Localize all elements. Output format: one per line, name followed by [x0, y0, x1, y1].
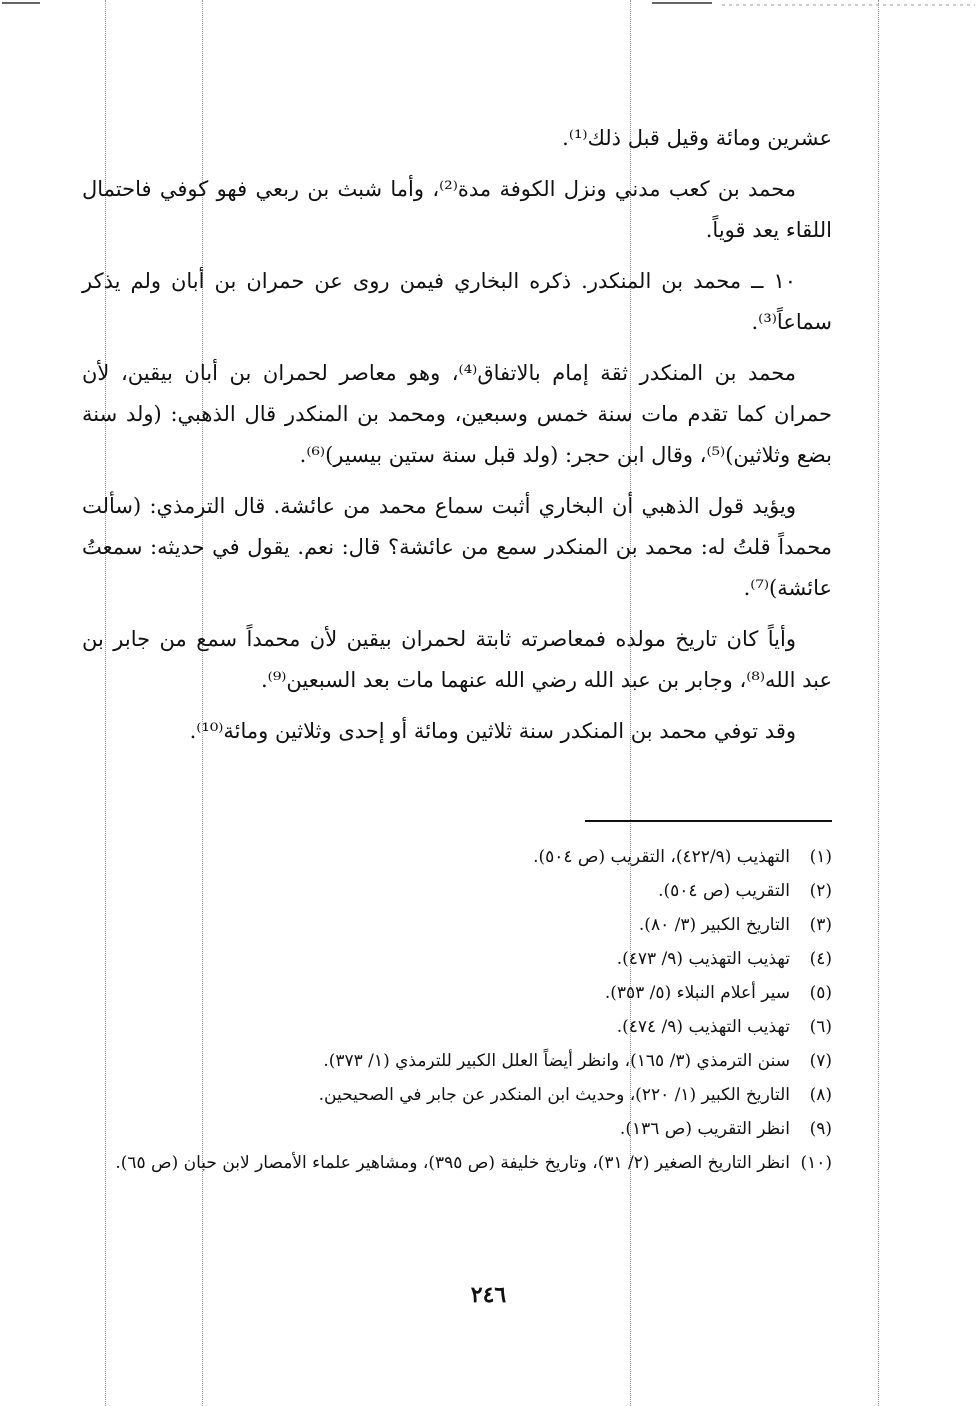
scan-guide-line — [878, 0, 879, 1406]
footnote-number: (٢) — [809, 881, 832, 901]
footnote — [82, 1146, 832, 1180]
footnote — [82, 908, 832, 942]
footnote — [82, 976, 832, 1010]
footnote-text: تهذيب التهذيب (٩/ ٤٧٤). — [616, 1017, 790, 1037]
footnote-number: (٤) — [809, 949, 832, 969]
paragraph: وقد توفي محمد بن المنكدر سنة ثلاثين ومائة أو إحدى وثلاثين ومائة⁽¹⁰⁾. — [189, 719, 796, 743]
scan-edge-marks — [0, 0, 977, 12]
footnote — [82, 840, 832, 874]
paragraph: ١٠ ــ محمد بن المنكدر. ذكره البخاري فيمن روى عن حمران بن أبان ولم يذكر سماعاً⁽³⁾. — [82, 269, 832, 334]
paragraph: ويؤيد قول الذهبي أن البخاري أثبت سماع محمد من عائشة. قال الترمذي: (سألت محمداً قلتُ له: محمد بن المنكدر سمع من عائشة؟ قال: نعم. يقول في حديثه: سمعتُ عائشة)⁽⁷⁾. — [82, 494, 832, 600]
footnote-separator — [585, 820, 832, 822]
footnote-text: التقريب (ص ٥٠٤). — [658, 881, 790, 901]
footnote-number: (٣) — [809, 915, 832, 935]
main-text — [82, 118, 832, 762]
footnote-text: سير أعلام النبلاء (٥/ ٣٥٣). — [604, 983, 790, 1003]
footnote-text: انظر التاريخ الصغير (٢/ ٣١)، وتاريخ خليفة (ص ٣٩٥)، ومشاهير علماء الأمصار لابن حبان (ص ٦٥). — [115, 1153, 790, 1173]
footnote-text: انظر التقريب (ص ١٣٦). — [619, 1119, 790, 1139]
paragraph: وأياً كان تاريخ مولده فمعاصرته ثابتة لحمران بيقين لأن محمداً سمع من جابر بن عبد الله⁽⁸⁾، وجابر بن عبد الله رضي الله عنهما مات بعد السبعين⁽⁹⁾. — [82, 627, 832, 692]
footnote-number: (٧) — [809, 1051, 832, 1071]
footnote-text: تهذيب التهذيب (٩/ ٤٧٣). — [616, 949, 790, 969]
footnote — [82, 874, 832, 908]
footnote-number: (٩) — [809, 1119, 832, 1139]
footnote-number: (٦) — [809, 1017, 832, 1037]
footnote — [82, 1010, 832, 1044]
footnote-number: (٥) — [809, 983, 832, 1003]
paragraph: محمد بن المنكدر ثقة إمام بالاتفاق⁽⁴⁾، وهو معاصر لحمران بن أبان بيقين، لأن حمران كما تقدم مات سنة خمس وسبعين، ومحمد بن المنكدر قال الذهبي: (ولد سنة بضع وثلاثين)⁽⁵⁾، وقال ابن حجر: (ولد قبل سنة ستين بيسير)⁽⁶⁾. — [82, 361, 832, 467]
footnote — [82, 942, 832, 976]
footnote — [82, 1044, 832, 1078]
page-number: ٢٤٦ — [470, 1282, 507, 1308]
footnotes — [82, 840, 832, 1180]
footnote-text: التاريخ الكبير (١/ ٢٢٠)، وحديث ابن المنكدر عن جابر في الصحيحين. — [318, 1085, 790, 1105]
footnote-text: التاريخ الكبير (٣/ ٨٠). — [638, 915, 790, 935]
footnote — [82, 1078, 832, 1112]
footnote-text: سنن الترمذي (٣/ ١٦٥)، وانظر أيضاً العلل الكبير للترمذي (١/ ٣٧٣). — [323, 1051, 790, 1071]
footnote-text: التهذيب (٤٢٢/٩)، التقريب (ص ٥٠٤). — [533, 847, 790, 867]
paragraph: محمد بن كعب مدني ونزل الكوفة مدة⁽²⁾، وأما شبث بن ربعي فهو كوفي فاحتمال اللقاء يعد قوياً. — [82, 177, 832, 242]
footnote — [82, 1112, 832, 1146]
paragraph: عشرين ومائة وقيل قبل ذلك⁽¹⁾. — [562, 126, 832, 150]
footnote-number: (٨) — [809, 1085, 832, 1105]
footnote-number: (١) — [809, 847, 832, 867]
footnote-number: (١٠) — [800, 1153, 832, 1173]
